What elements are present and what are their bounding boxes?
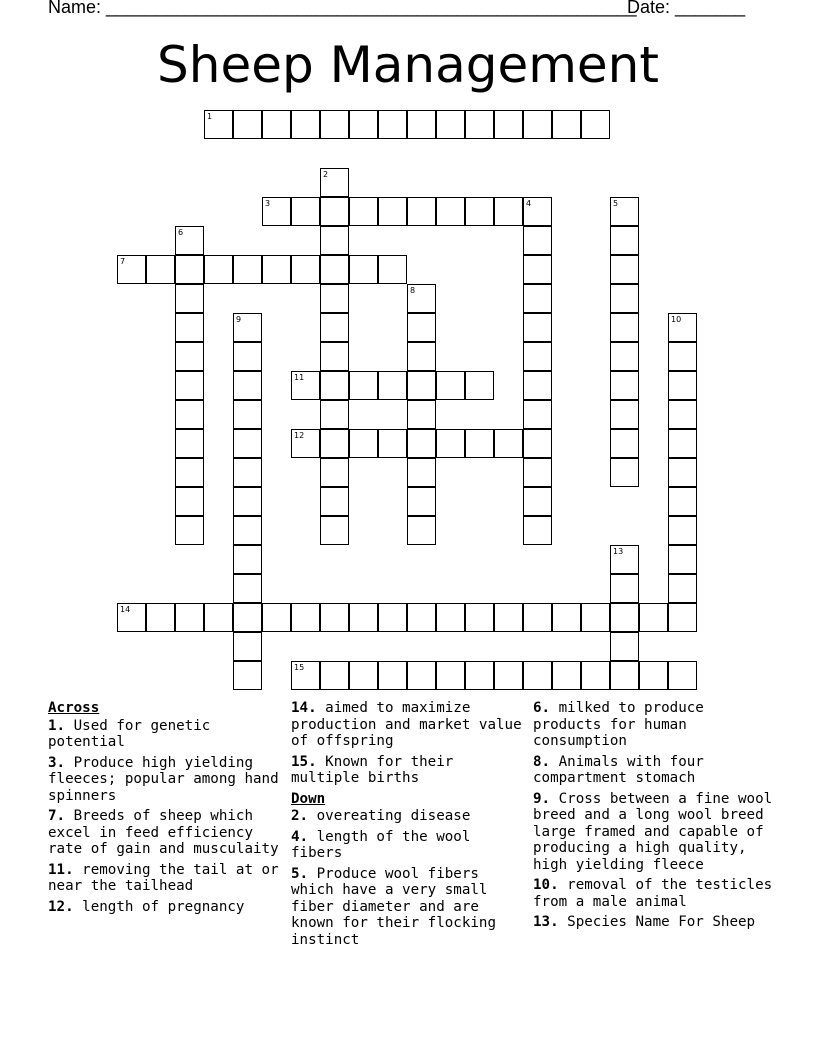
grid-cell[interactable] [320,197,349,226]
grid-cell[interactable] [610,400,639,429]
grid-cell[interactable] [465,661,494,690]
grid-cell[interactable] [233,429,262,458]
grid-cell[interactable] [610,603,639,632]
clue-number: 14. [291,700,317,716]
grid-cell[interactable] [175,371,204,400]
grid-cell[interactable] [233,342,262,371]
grid-cell[interactable] [320,313,349,342]
grid-cell[interactable] [175,458,204,487]
grid-cell[interactable] [320,284,349,313]
clue-down-5 [291,866,523,949]
clue-number-label: 12 [294,431,305,440]
clue-text: Produce wool fibers which have a very small fiber diameter and are known for their flocking instinct [291,865,496,948]
clue-number-label: 10 [671,315,682,324]
clue-number: 7. [48,808,66,824]
clue-down-10 [533,877,773,910]
clue-number: 8. [533,753,551,770]
grid-cell[interactable] [465,429,494,458]
grid-cell[interactable] [436,197,465,226]
grid-cell[interactable] [320,110,349,139]
grid-cell[interactable] [610,255,639,284]
grid-cell[interactable] [494,661,523,690]
grid-cell[interactable] [610,226,639,255]
clue-text: Produce high yielding fleeces; popular among hand spinners [48,754,279,804]
grid-cell[interactable] [262,110,291,139]
grid-cell[interactable] [349,371,378,400]
clue-column-2 [291,700,523,952]
clue-across-12 [48,899,280,916]
clue-text: overeating disease [316,808,471,824]
clue-number-label: 7 [120,257,126,266]
grid-cell[interactable] [523,516,552,545]
page-title: Sheep Management [157,36,659,94]
grid-cell[interactable] [436,371,465,400]
grid-cell[interactable] [523,487,552,516]
grid-cell[interactable] [523,371,552,400]
grid-cell[interactable] [523,255,552,284]
grid-cell[interactable] [175,313,204,342]
grid-cell[interactable] [233,487,262,516]
clue-number-label: 2 [323,170,329,179]
grid-cell[interactable] [407,661,436,690]
grid-cell[interactable] [175,429,204,458]
date-label: Date: [627,0,676,17]
grid-cell[interactable] [494,429,523,458]
clue-text: length of pregnancy [82,898,245,915]
clue-number-label: 15 [294,663,305,672]
clue-number: 15. [291,753,317,770]
clue-text: Cross between a fine wool breed and a long wool breed large framed and capable of producing a high quality, high yielding fleece [533,790,773,873]
grid-cell[interactable] [320,603,349,632]
grid-cell[interactable] [523,458,552,487]
grid-cell[interactable] [407,342,436,371]
grid-cell[interactable] [668,429,697,458]
clue-text: Known for their multiple births [291,753,454,786]
grid-cell[interactable] [523,342,552,371]
clue-across-3 [48,755,280,805]
clue-text: Animals with four compartment stomach [533,753,704,786]
grid-cell[interactable] [610,574,639,603]
grid-cell[interactable] [378,429,407,458]
grid-cell[interactable] [233,661,262,690]
clue-number: 9. [533,790,551,807]
clue-down-9 [533,791,773,874]
grid-cell[interactable] [320,226,349,255]
clue-text: length of the wool fibers [291,828,471,861]
clue-text: Breeds of sheep which excel in feed efficiency rate of gain and musculaity [48,808,279,857]
clue-down-4 [291,829,523,862]
grid-cell[interactable] [175,255,204,284]
grid-cell[interactable] [262,603,291,632]
grid-cell[interactable] [581,110,610,139]
grid-cell[interactable] [668,545,697,574]
clue-number-label: 3 [265,199,271,208]
clue-number-label: 14 [120,605,131,614]
grid-cell[interactable] [407,197,436,226]
clue-text: Species Name For Sheep [567,914,756,930]
grid-cell[interactable] [523,226,552,255]
grid-cell[interactable] [378,255,407,284]
clue-number: 4. [291,828,309,845]
clue-number: 11. [48,861,74,878]
clue-across-11 [48,862,280,895]
clue-number: 13. [533,914,559,930]
grid-cell[interactable] [320,661,349,690]
grid-cell[interactable] [465,197,494,226]
grid-cell[interactable] [320,255,349,284]
clue-number: 1. [48,717,66,734]
grid-cell[interactable] [494,603,523,632]
clue-number: 10. [533,877,559,893]
grid-cell[interactable] [233,458,262,487]
clue-number-label: 1 [207,112,213,121]
clue-number-label: 9 [236,315,242,324]
grid-cell[interactable] [668,661,697,690]
grid-cell[interactable] [320,371,349,400]
grid-cell[interactable] [175,487,204,516]
grid-cell[interactable] [610,632,639,661]
clue-text: milked to produce products for human consumption [533,700,704,749]
grid-cell[interactable] [668,342,697,371]
clue-down-2 [291,808,523,825]
clue-number: 5. [291,865,309,882]
grid-cell[interactable] [349,255,378,284]
grid-cell[interactable] [233,632,262,661]
grid-cell[interactable] [610,342,639,371]
clue-number: 6. [533,700,551,716]
clue-number: 12. [48,898,74,915]
grid-cell[interactable] [610,313,639,342]
grid-cell[interactable] [378,110,407,139]
grid-cell[interactable] [494,110,523,139]
grid-cell[interactable] [639,661,668,690]
grid-cell[interactable] [407,400,436,429]
grid-cell[interactable] [407,371,436,400]
grid-cell[interactable] [233,255,262,284]
clue-number: 2. [291,808,309,824]
clue-number-label: 5 [613,199,619,208]
grid-cell[interactable] [407,429,436,458]
clue-across-1 [48,718,280,751]
grid-cell[interactable] [320,429,349,458]
grid-cell[interactable] [233,574,262,603]
grid-cell[interactable] [436,429,465,458]
grid-cell[interactable] [436,603,465,632]
grid-cell[interactable] [494,197,523,226]
clue-down-6 [533,700,773,750]
grid-cell[interactable] [233,603,262,632]
grid-cell[interactable] [523,110,552,139]
grid-cell[interactable] [465,371,494,400]
grid-cell[interactable] [291,110,320,139]
grid-cell[interactable] [175,516,204,545]
grid-cell[interactable] [233,371,262,400]
grid-cell[interactable] [639,603,668,632]
grid-cell[interactable] [407,110,436,139]
clue-column-3 [533,700,773,935]
grid-cell[interactable] [204,603,233,632]
grid-cell[interactable] [262,255,291,284]
grid-cell[interactable] [291,197,320,226]
clue-text: Used for genetic potential [48,717,211,750]
clue-across-7 [48,808,280,858]
grid-cell[interactable] [668,516,697,545]
grid-cell[interactable] [349,429,378,458]
clue-down-8 [533,754,773,787]
grid-cell[interactable] [523,429,552,458]
clue-number-label: 11 [294,373,305,382]
clue-column-1 [48,700,280,919]
clue-text: removal of the testicles from a male animal [533,877,773,910]
grid-cell[interactable] [175,400,204,429]
grid-cell[interactable] [523,400,552,429]
across-heading: Across [48,700,100,716]
grid-cell[interactable] [610,458,639,487]
clue-number-label: 13 [613,547,624,556]
grid-cell[interactable] [436,110,465,139]
grid-cell[interactable] [581,603,610,632]
grid-cell[interactable] [320,487,349,516]
grid-cell[interactable] [233,400,262,429]
grid-cell[interactable] [668,400,697,429]
grid-cell[interactable] [465,110,494,139]
grid-cell[interactable] [349,603,378,632]
date-line[interactable]: _______ [675,0,746,17]
grid-cell[interactable] [407,458,436,487]
grid-cell[interactable] [291,603,320,632]
grid-cell[interactable] [407,313,436,342]
grid-cell[interactable] [610,661,639,690]
grid-cell[interactable] [668,371,697,400]
grid-cell[interactable] [146,603,175,632]
clue-number: 3. [48,754,66,771]
clue-number-label: 4 [526,199,532,208]
grid-cell[interactable] [465,603,494,632]
grid-cell[interactable] [610,371,639,400]
clue-text: aimed to maximize production and market value of offspring [291,700,522,749]
grid-cell[interactable] [349,197,378,226]
grid-cell[interactable] [552,110,581,139]
grid-cell[interactable] [552,661,581,690]
grid-cell[interactable] [668,487,697,516]
clue-text: removing the tail at or near the tailhead [48,861,279,894]
grid-cell[interactable] [175,342,204,371]
grid-cell[interactable] [610,429,639,458]
grid-cell[interactable] [378,661,407,690]
grid-cell[interactable] [552,603,581,632]
grid-cell[interactable] [320,458,349,487]
clue-number-label: 6 [178,228,184,237]
grid-cell[interactable] [436,661,465,690]
grid-cell[interactable] [175,284,204,313]
grid-cell[interactable] [291,255,320,284]
grid-cell[interactable] [378,197,407,226]
grid-cell[interactable] [407,516,436,545]
grid-cell[interactable] [233,516,262,545]
grid-cell[interactable] [146,255,175,284]
grid-cell[interactable] [668,603,697,632]
grid-cell[interactable] [523,284,552,313]
grid-cell[interactable] [523,313,552,342]
clue-across-14 [291,700,523,750]
grid-cell[interactable] [320,400,349,429]
grid-cell[interactable] [320,342,349,371]
grid-cell[interactable] [349,110,378,139]
grid-cell[interactable] [378,603,407,632]
grid-cell[interactable] [407,603,436,632]
name-label: Name: [48,0,107,17]
grid-cell[interactable] [204,255,233,284]
clue-down-13 [533,914,773,931]
grid-cell[interactable] [320,516,349,545]
grid-cell[interactable] [349,661,378,690]
grid-cell[interactable] [407,487,436,516]
grid-cell[interactable] [523,603,552,632]
grid-cell[interactable] [668,574,697,603]
grid-cell[interactable] [233,110,262,139]
grid-cell[interactable] [175,603,204,632]
down-heading: Down [291,790,326,807]
grid-cell[interactable] [581,661,610,690]
clue-across-15 [291,754,523,787]
grid-cell[interactable] [523,661,552,690]
grid-cell[interactable] [668,458,697,487]
grid-cell[interactable] [233,545,262,574]
grid-cell[interactable] [378,371,407,400]
grid-cell[interactable] [610,284,639,313]
clue-number-label: 8 [410,286,416,295]
name-line[interactable]: _____________________________________________________ [106,0,637,17]
